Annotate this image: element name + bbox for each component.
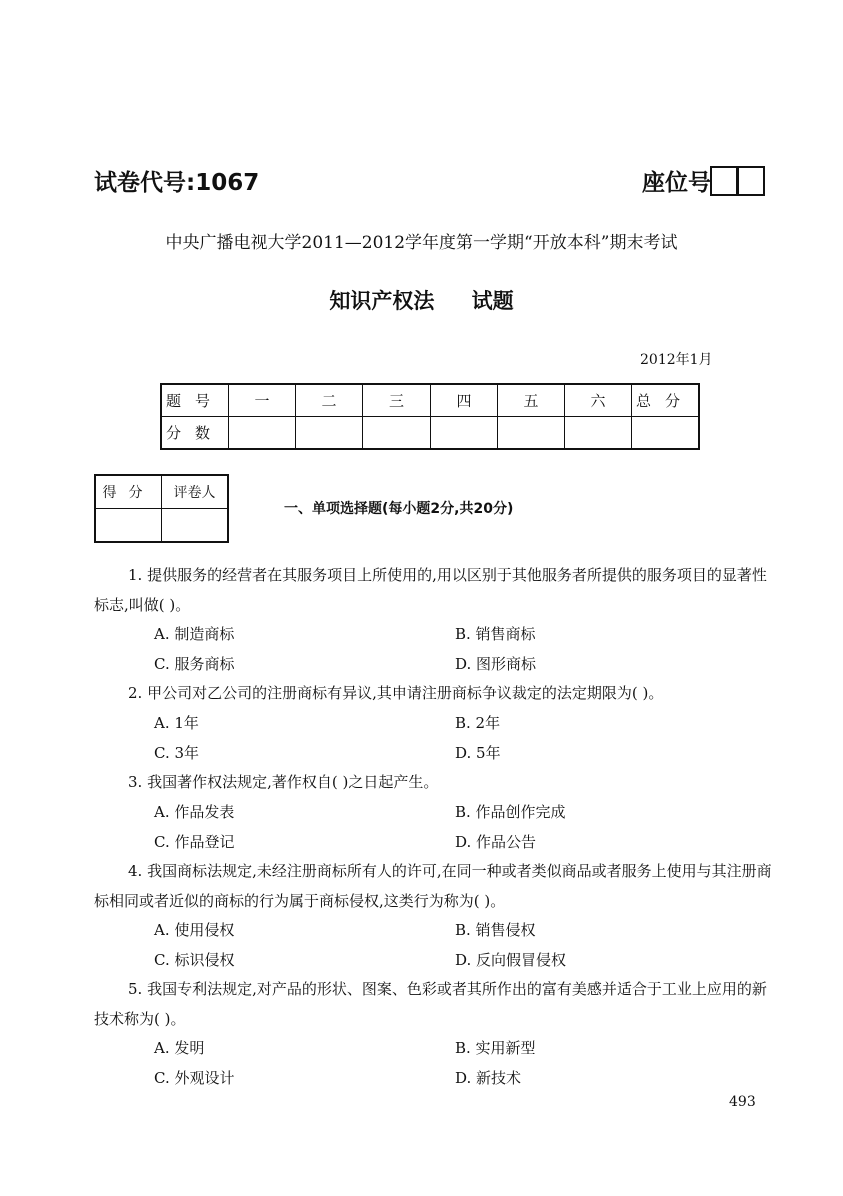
score-cell xyxy=(565,417,632,450)
option-a: A. 作品发表 xyxy=(154,803,235,821)
question-stem: 1. 提供服务的经营者在其服务项目上所使用的,用以区别于其他服务者所提供的服务项目的显著性标志,叫做( )。 xyxy=(94,566,767,614)
score-table-column: 三 xyxy=(363,384,431,417)
score-cell xyxy=(229,417,296,450)
seat-number-label: 座位号 xyxy=(642,170,711,196)
option-c: C. 外观设计 xyxy=(154,1069,235,1087)
score-table-column: 五 xyxy=(498,384,565,417)
question-stem: 2. 甲公司对乙公司的注册商标有异议,其申请注册商标争议裁定的法定期限为( )。 xyxy=(128,684,664,702)
page-number: 493 xyxy=(729,1094,756,1110)
score-cell xyxy=(498,417,565,450)
subject-title: 知识产权法 试题 xyxy=(329,289,514,313)
seat-number-box xyxy=(737,166,765,196)
score-cell xyxy=(363,417,431,450)
score-table-header-row xyxy=(161,384,699,417)
option-c: C. 标识侵权 xyxy=(154,951,235,969)
grader-score-cell xyxy=(95,509,162,543)
score-table-column: 四 xyxy=(431,384,498,417)
score-table-column: 二 xyxy=(296,384,363,417)
option-b: B. 实用新型 xyxy=(455,1039,536,1057)
seat-number-field xyxy=(642,164,765,197)
option-b: B. 销售商标 xyxy=(455,625,536,643)
option-b: B. 2年 xyxy=(455,714,501,732)
question-stem: 5. 我国专利法规定,对产品的形状、图案、色彩或者其所作出的富有美感并适合于工业上应用的新技术称为( )。 xyxy=(94,980,767,1028)
score-table-row-label: 分数 xyxy=(161,417,229,450)
score-table-score-row xyxy=(161,417,699,450)
score-table-column: 一 xyxy=(229,384,296,417)
seat-number-box xyxy=(710,166,738,196)
exam-title: 中央广播电视大学2011—2012学年度第一学期“开放本科”期末考试 xyxy=(165,233,678,253)
grader-box xyxy=(94,474,229,543)
question-stem: 4. 我国商标法规定,未经注册商标所有人的许可,在同一种或者类似商品或者服务上使用与其注册商标相同或者近似的商标的行为属于商标侵权,这类行为称为( )。 xyxy=(94,862,772,910)
option-d: D. 作品公告 xyxy=(455,833,537,851)
option-d: D. 图形商标 xyxy=(455,655,537,673)
option-a: A. 1年 xyxy=(154,714,199,732)
option-d: D. 5年 xyxy=(455,744,501,762)
score-table xyxy=(160,383,700,450)
score-table-row-label: 题号 xyxy=(161,384,229,417)
score-cell xyxy=(632,417,700,450)
question-stem: 3. 我国著作权法规定,著作权自( )之日起产生。 xyxy=(128,773,439,791)
option-a: A. 发明 xyxy=(154,1039,205,1057)
option-b: B. 销售侵权 xyxy=(455,921,536,939)
option-c: C. 服务商标 xyxy=(154,655,235,673)
grader-label: 评卷人 xyxy=(162,475,229,509)
exam-date: 2012年1月 xyxy=(640,352,713,368)
score-cell xyxy=(296,417,363,450)
section-heading: 一、单项选择题(每小题2分,共20分) xyxy=(284,501,514,517)
option-c: C. 作品登记 xyxy=(154,833,235,851)
option-a: A. 制造商标 xyxy=(154,625,235,643)
option-a: A. 使用侵权 xyxy=(154,921,235,939)
option-c: C. 3年 xyxy=(154,744,200,762)
option-b: B. 作品创作完成 xyxy=(455,803,566,821)
score-cell xyxy=(431,417,498,450)
paper-code: 试卷代号:1067 xyxy=(94,170,260,196)
option-d: D. 反向假冒侵权 xyxy=(455,951,567,969)
score-table-column: 总分 xyxy=(632,384,700,417)
grader-name-cell xyxy=(162,509,229,543)
grader-score-label: 得分 xyxy=(95,475,162,509)
option-d: D. 新技术 xyxy=(455,1069,522,1087)
score-table-column: 六 xyxy=(565,384,632,417)
